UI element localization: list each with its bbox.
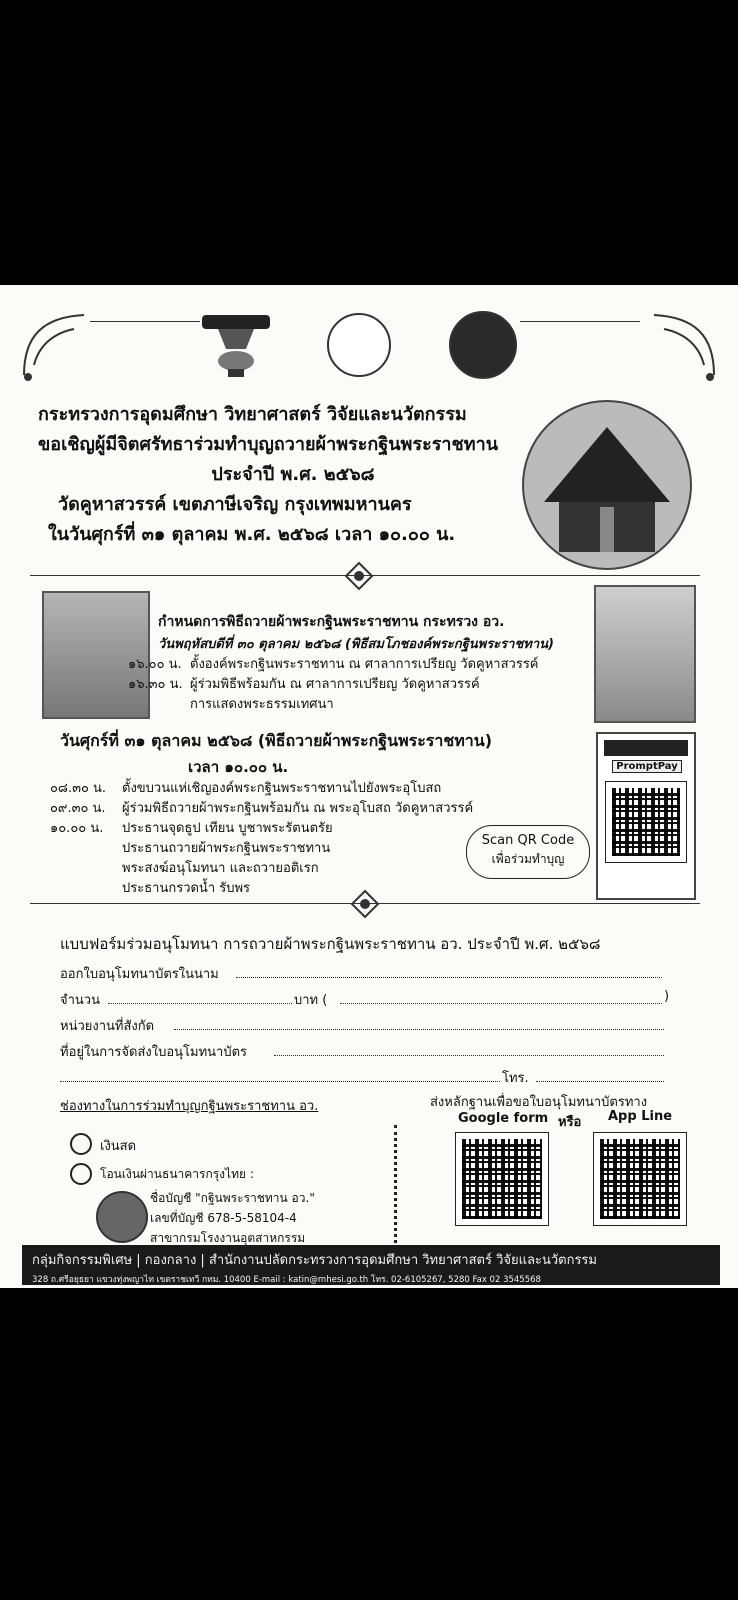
royal-emblem-logo [327, 313, 391, 377]
account-number: เลขที่บัญชี 678-5-58104-4 [150, 1211, 297, 1225]
promptpay-label: PromptPay [612, 760, 682, 773]
temple-icon [524, 402, 690, 568]
schedule-day1: วันพฤหัสบดีที่ ๓๐ ตุลาคม ๒๕๖๘ (พิธีสมโภชองค์พระกฐินพระราชทาน) [158, 637, 554, 652]
address-field[interactable] [274, 1055, 664, 1056]
cash-label: เงินสด [100, 1139, 137, 1154]
day2-item: ประธานกรวดน้ำ รับพร [122, 881, 251, 896]
day2-item: ๑๐.๐๐ น. ประธานจุดธูป เทียน บูชาพระรัตนตรัย [50, 821, 333, 836]
column-separator [394, 1125, 397, 1243]
google-form-qr-code[interactable] [456, 1133, 548, 1225]
line-qr-code[interactable] [594, 1133, 686, 1225]
thai-qr-banner [604, 740, 688, 756]
amount-words-field[interactable] [340, 1003, 662, 1004]
top-rule-right [520, 321, 640, 322]
header-line-5: ในวันศุกร์ที่ ๓๑ ตุลาคม พ.ศ. ๒๕๖๘ เวลา ๑๐.๐๐ น. [48, 524, 456, 545]
or-label: หรือ [558, 1115, 582, 1130]
divider-ornament-icon [344, 561, 374, 591]
transfer-label: โอนเงินผ่านธนาคารกรุงไทย : [100, 1167, 254, 1181]
offering-bowl-icon [198, 309, 274, 379]
qr-callout-line2: เพื่อร่วมทำบุญ [491, 852, 565, 866]
bank-logo [96, 1191, 148, 1243]
promptpay-card [596, 732, 696, 900]
header-title [38, 400, 548, 550]
poster-page [0, 285, 738, 1288]
schedule-day2-time: เวลา ๑๐.๐๐ น. [188, 758, 289, 776]
app-line-label: App Line [608, 1109, 673, 1124]
corner-ornament-right-icon [644, 305, 724, 385]
day1-item: การแสดงพระธรรมเทศนา [190, 697, 334, 712]
temple-photo [522, 400, 692, 570]
header-line-3: ประจำปี พ.ศ. ๒๕๖๘ [211, 464, 375, 485]
org-label: หน่วยงานที่สังกัด [60, 1019, 155, 1034]
header-line-1: กระทรวงการอุดมศึกษา วิทยาศาสตร์ วิจัยและนวัตกรรม [38, 404, 467, 425]
form-title: แบบฟอร์มร่วมอนุโมทนา การถวายผ้าพระกฐินพระราชทาน อว. ประจำปี พ.ศ. ๒๕๖๘ [60, 935, 601, 953]
address-label: ที่อยู่ในการจัดส่งใบอนุโมทนาบัตร [60, 1045, 248, 1060]
amount-field[interactable] [108, 1003, 292, 1004]
qr-callout-bubble [466, 825, 590, 879]
day2-item: ประธานถวายผ้าพระกฐินพระราชทาน [122, 841, 331, 856]
schedule-title: กำหนดการพิธีถวายผ้าพระกฐินพระราชทาน กระทรวง อว. [158, 614, 505, 630]
bank-details [150, 1188, 315, 1248]
name-field[interactable] [236, 977, 662, 978]
qr-callout-line1: Scan QR Code [481, 833, 575, 848]
day2-item: ๐๙.๓๐ น. ผู้ร่วมพิธีถวายผ้าพระกฐินพร้อมกัน ณ พระอุโบสถ วัดคูหาสวรรค์ [50, 801, 474, 816]
amount-label: จำนวน [60, 993, 100, 1008]
address-field-2[interactable] [60, 1081, 500, 1082]
org-field[interactable] [174, 1029, 664, 1030]
day2-item: พระสงฆ์อนุโมทนา และถวายอติเรก [122, 861, 319, 876]
bank-branch: สาขากรมโรงงานอุตสาหกรรม [150, 1231, 306, 1245]
google-form-label: Google form [458, 1111, 549, 1126]
transfer-radio[interactable] [70, 1163, 92, 1185]
promptpay-qr-code[interactable] [606, 782, 686, 862]
schedule-day1-list [128, 655, 588, 715]
day1-item: ๑๖.๓๐ น. ผู้ร่วมพิธีพร้อมกัน ณ ศาลาการเปรียญ วัดคูหาสวรรค์ [128, 677, 480, 692]
name-label: ออกใบอนุโมทนาบัตรในนาม [60, 967, 219, 982]
footer-line-1: กลุ่มกิจกรรมพิเศษ | กองกลาง | สำนักงานปลัดกระทรวงการอุดมศึกษา วิทยาศาสตร์ วิจัยและนวัตกรรม [32, 1253, 597, 1268]
footer-bar [22, 1245, 720, 1285]
header-line-4: วัดคูหาสวรรค์ เขตภาษีเจริญ กรุงเทพมหานคร [58, 494, 412, 515]
phone-field[interactable] [536, 1081, 664, 1082]
baht-label: บาท ( [294, 993, 328, 1008]
day1-item: ๑๖.๐๐ น. ตั้งองค์พระกฐินพระราชทาน ณ ศาลาการเปรียญ วัดคูหาสวรรค์ [128, 657, 539, 672]
schedule-day2: วันศุกร์ที่ ๓๑ ตุลาคม ๒๕๖๘ (พิธีถวายผ้าพระกฐินพระราชทาน) [60, 731, 493, 750]
top-rule-left [90, 321, 200, 322]
phone-label: โทร. [502, 1071, 529, 1086]
hermit-statue-photo [594, 585, 696, 723]
evidence-label: ส่งหลักฐานเพื่อขอใบอนุโมทนาบัตรทาง [430, 1095, 648, 1110]
header-line-2: ขอเชิญผู้มีจิตศรัทธาร่วมทำบุญถวายผ้าพระกฐินพระราชทาน [38, 434, 499, 455]
corner-ornament-left-icon [14, 305, 94, 385]
channels-title: ช่องทางในการร่วมทำบุญกฐินพระราชทาน อว. [60, 1099, 319, 1114]
cash-radio[interactable] [70, 1133, 92, 1155]
footer-line-2: 328 ถ.ศรีอยุธยา แขวงทุ่งพญาไท เขตราชเทวี กทม. 10400 E-mail : katin@mhesi.go.th โทร. 02-6105267, 5280 Fax 02 3545568 [32, 1275, 541, 1285]
account-name: ชื่อบัญชี "กฐินพระราชทาน อว." [150, 1191, 315, 1205]
mhesi-logo [449, 311, 517, 379]
divider-ornament-icon [350, 889, 380, 919]
close-paren: ) [664, 989, 670, 1004]
day2-item: ๐๘.๓๐ น. ตั้งขบวนแห่เชิญองค์พระกฐินพระราชทานไปยังพระอุโบสถ [50, 781, 442, 796]
